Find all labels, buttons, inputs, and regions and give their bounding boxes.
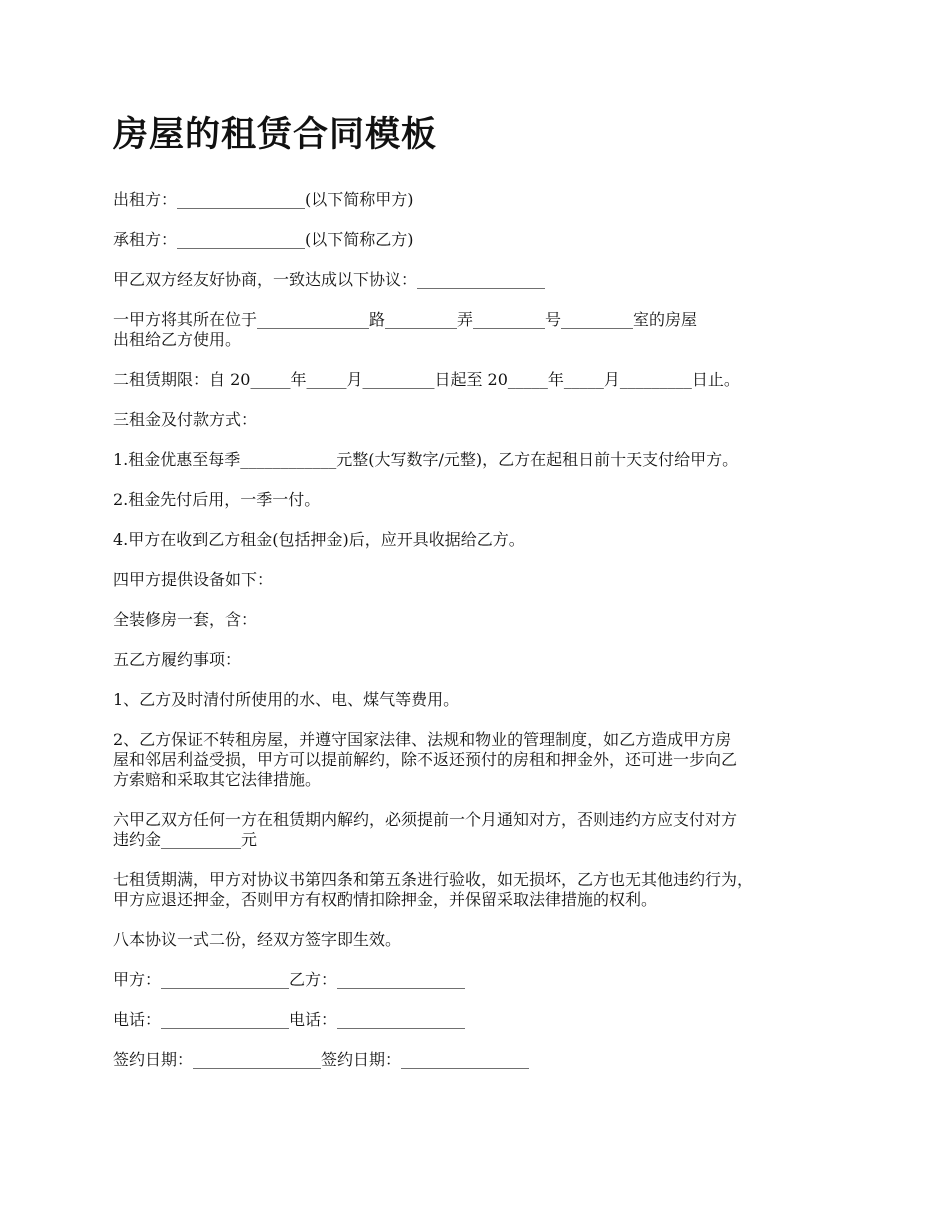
contract-paragraph: [113, 190, 853, 210]
contract-paragraph: [113, 930, 853, 950]
contract-paragraph: [113, 370, 853, 390]
contract-paragraph: [113, 270, 853, 290]
contract-paragraph: [113, 810, 853, 850]
contract-paragraph: [113, 490, 853, 510]
paragraph-line: 2.租金先付后用，一季一付。: [113, 490, 321, 509]
paragraph-line: 八本协议一式二份，经双方签字即生效。: [113, 930, 402, 949]
contract-paragraph: [113, 410, 853, 430]
paragraph-line: 签约日期：________________签约日期：________________: [113, 1050, 530, 1069]
paragraph-line: 四甲方提供设备如下：: [113, 570, 274, 589]
paragraph-line: 甲方应退还押金，否则甲方有权酌情扣除押金，并保留采取法律措施的权利。: [113, 890, 658, 909]
paragraph-line: 甲方：________________乙方：________________: [113, 970, 466, 989]
contract-paragraph: [113, 970, 853, 990]
paragraph-line: 七租赁期满，甲方对协议书第四条和第五条进行验收，如无损坏，乙方也无其他违约行为，: [113, 870, 754, 889]
contract-paragraph: [113, 1010, 853, 1030]
paragraph-line: 出租给乙方使用。: [113, 330, 242, 349]
contract-paragraph: [113, 1050, 853, 1070]
paragraph-line: 屋和邻居利益受损，甲方可以提前解约，除不返还预付的房租和押金外，还可进一步向乙: [113, 750, 738, 769]
paragraph-line: 一甲方将其所在位于______________路_________弄_________号_________室的房屋: [113, 310, 698, 329]
contract-paragraph: [113, 530, 853, 550]
paragraph-line: 1.租金优惠至每季____________元整(大写数字/元整)，乙方在起租日前十天支付给甲方。: [113, 450, 739, 469]
paragraph-line: 4.甲方在收到乙方租金(包括押金)后，应开具收据给乙方。: [113, 530, 525, 549]
contract-paragraph: [113, 610, 853, 630]
paragraph-line: 出租方：________________(以下简称甲方): [113, 190, 414, 209]
paragraph-line: 电话：________________电话：________________: [113, 1010, 466, 1029]
paragraph-line: 六甲乙双方任何一方在租赁期内解约，必须提前一个月通知对方，否则违约方应支付对方: [113, 810, 738, 829]
contract-paragraph: [113, 570, 853, 590]
contract-paragraph: [113, 310, 853, 350]
paragraph-line: 违约金__________元: [113, 830, 258, 849]
contract-paragraph: [113, 650, 853, 670]
contract-paragraph: [113, 870, 853, 910]
paragraph-line: 三租金及付款方式：: [113, 410, 258, 429]
paragraph-line: 方索赔和采取其它法律措施。: [113, 770, 322, 789]
paragraph-line: 承租方：________________(以下简称乙方): [113, 230, 414, 249]
paragraph-line: 二租赁期限：自 20_____年_____月_________日起至 20_____年_____月_________日止。: [113, 370, 740, 389]
document-body: [113, 190, 853, 1070]
paragraph-line: 五乙方履约事项：: [113, 650, 242, 669]
paragraph-line: 2、乙方保证不转租房屋，并遵守国家法律、法规和物业的管理制度，如乙方造成甲方房: [113, 730, 732, 749]
paragraph-line: 甲乙双方经友好协商，一致达成以下协议：________________: [113, 270, 546, 289]
document-title: 房屋的租赁合同模板: [113, 115, 438, 155]
contract-paragraph: [113, 730, 853, 790]
contract-paragraph: [113, 230, 853, 250]
contract-paragraph: [113, 690, 853, 710]
document-page: [113, 110, 853, 1090]
contract-paragraph: [113, 450, 853, 470]
paragraph-line: 1、乙方及时清付所使用的水、电、煤气等费用。: [113, 690, 460, 709]
paragraph-line: 全装修房一套，含：: [113, 610, 258, 629]
